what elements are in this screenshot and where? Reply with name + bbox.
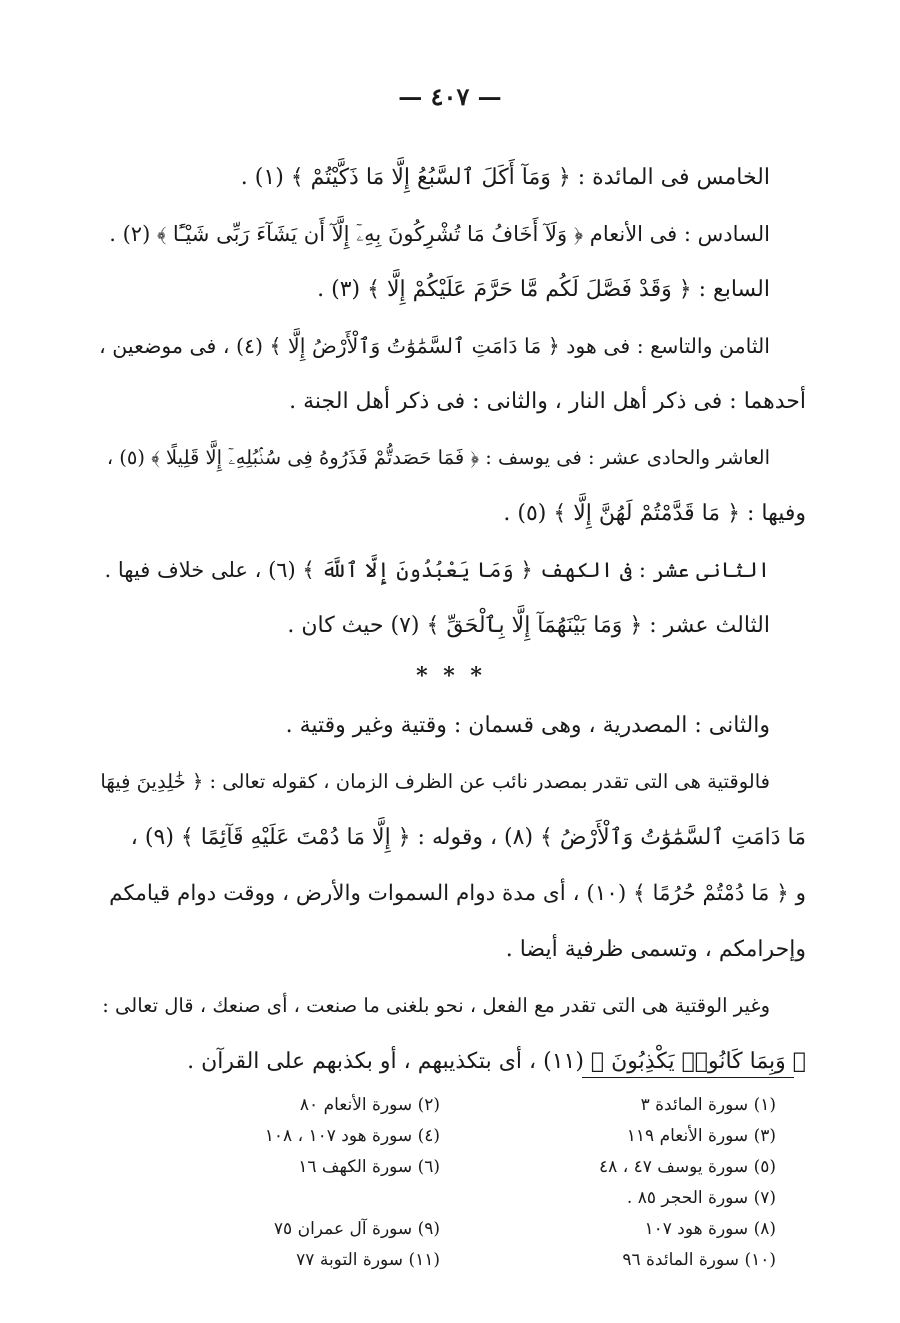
text-line-8: الثانى عشر : فى الكهف ﴿ وَمَا يَعْبُدُونَ إِلَّا ٱللَّهَ ﴾ (٦) ، على خلاف فيها . <box>104 558 770 582</box>
footnote-5: (٥) سورة يوسف ٤٧ ، ٤٨ <box>599 1157 776 1177</box>
footnote-6: (٦) سورة الكهف ١٦ <box>298 1157 440 1177</box>
footnote-10: (١٠) سورة المائدة ٩٦ <box>622 1250 776 1270</box>
text-line-9: الثالث عشر : ﴿ وَمَا بَيْنَهُمَآ إِلَّا بِٱلْحَقِّ ﴾ (٧) حيث كان . <box>287 613 770 638</box>
footnote-empty <box>120 1183 440 1214</box>
footnote-1: (١) سورة المائدة ٣ <box>640 1095 776 1115</box>
footnote-9: (٩) سورة آل عمران ٧٥ <box>273 1219 440 1239</box>
text-line-7: وفيها : ﴿ مَا قَدَّمْتُمْ لَهُنَّ إِلَّا ﴾ (٥) . <box>503 501 806 526</box>
footnotes <box>120 1090 776 1276</box>
text-line-6: العاشر والحادى عشر : فى يوسف : ﴿ فَمَا حَصَدتُّمْ فَذَرُوهُ فِى سُنۢبُلِهِۦٓ إِلَّا قَلِيلًا ﴾ (٥) ، <box>106 446 770 469</box>
footnote-3: (٣) سورة الأنعام ١١٩ <box>626 1126 776 1146</box>
footnote-divider <box>582 1077 794 1078</box>
text-line-4: الثامن والتاسع : فى هود ﴿ مَا دَامَتِ ٱلسَّمَٰوَٰتُ وَٱلْأَرْضُ إِلَّا ﴾ (٤) ، فى موضعين ، <box>99 334 770 358</box>
section-separator: * * * <box>416 663 486 689</box>
text-line-16: ﴿ وَبِمَا كَانُوا۟ يَكْذِبُونَ ﴾ (١١) ، أى بتكذيبهم ، أو بكذبهم على القرآن . <box>187 1049 806 1074</box>
text-line-14: وإحرامكم ، وتسمى ظرفية أيضا . <box>505 937 806 962</box>
footnote-8: (٨) سورة هود ١٠٧ <box>644 1219 776 1239</box>
footnote-7: (٧) سورة الحجر ٨٥ . <box>626 1188 776 1208</box>
text-line-10: والثانى : المصدرية ، وهى قسمان : وقتية وغير وقتية . <box>285 713 770 738</box>
text-line-3: السابع : ﴿ وَقَدْ فَصَّلَ لَكُم مَّا حَرَّمَ عَلَيْكُمْ إِلَّا ﴾ (٣) . <box>317 277 770 302</box>
text-line-2: السادس : فى الأنعام ﴿ وَلَآ أَخَافُ مَا تُشْرِكُونَ بِهِۦٓ إِلَّآ أَن يَشَآءَ رَبِّى شَيْـًٔا ﴾ (٢) . <box>109 222 770 246</box>
text-line-5: أحدهما : فى ذكر أهل النار ، والثانى : فى ذكر أهل الجنة . <box>289 389 806 414</box>
footnote-11: (١١) سورة التوبة ٧٧ <box>296 1250 440 1270</box>
text-line-15: وغير الوقتية هى التى تقدر مع الفعل ، نحو بلغنى ما صنعت ، أى صنعك ، قال تعالى : <box>102 994 770 1017</box>
text-line-13: و ﴿ مَا دُمْتُمْ حُرُمًا ﴾ (١٠) ، أى مدة دوام السموات والأرض ، ووقت دوام قيامكم <box>109 881 806 906</box>
footnote-4: (٤) سورة هود ١٠٧ ، ١٠٨ <box>264 1126 440 1146</box>
text-line-1: الخامس فى المائدة : ﴿ وَمَآ أَكَلَ ٱلسَّبُعُ إِلَّا مَا ذَكَّيْتُمْ ﴾ (١) . <box>240 165 770 190</box>
text-line-12: مَا دَامَتِ ٱلسَّمَٰوَٰتُ وَٱلْأَرْضُ ﴾ (٨) ، وقوله : ﴿ إِلَّا مَا دُمْتَ عَلَيْهِ قَآئِمًا ﴾ (٩) ، <box>130 825 806 850</box>
footnote-2: (٢) سورة الأنعام ٨٠ <box>299 1095 440 1115</box>
page-number: — ٤٠٧ — <box>398 82 502 111</box>
main-text <box>96 150 806 1090</box>
text-line-11: فالوقتية هى التى تقدر بمصدر نائب عن الظرف الزمان ، كقوله تعالى : ﴿ خَٰلِدِينَ فِيهَا <box>100 770 770 793</box>
